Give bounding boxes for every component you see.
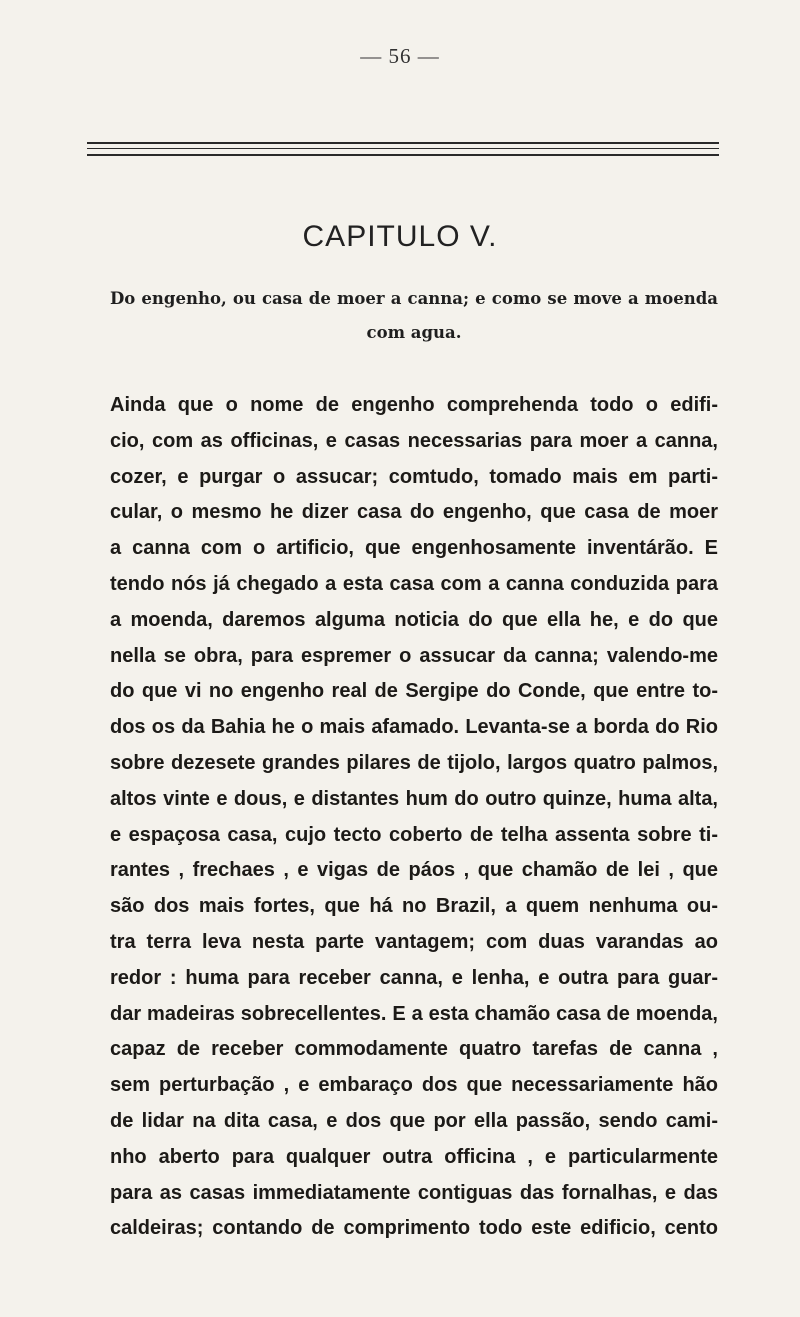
text-line: rantes , frechaes , e vigas de páos , que chamão de lei , que (110, 859, 718, 882)
body-paragraph (110, 388, 718, 1247)
header-rule (87, 142, 719, 144)
text-line: a canna com o artificio, que engenhosamente inventárão. E (110, 537, 718, 560)
text-line: a moenda, daremos alguma noticia do que ella he, e do que (110, 608, 718, 631)
text-line: de lidar na dita casa, e dos que por ella passão, sendo cami- (110, 1109, 718, 1132)
text-line: nho aberto para qualquer outra officina , e particularmente (110, 1145, 718, 1168)
text-line: cular, o mesmo he dizer casa do engenho, que casa de moer (110, 501, 718, 524)
text-line: dar madeiras sobrecellentes. E a esta chamão casa de moenda, (110, 1002, 718, 1025)
text-line: para as casas immediatamente contiguas das fornalhas, e das (110, 1181, 718, 1204)
text-line: e espaçosa casa, cujo tecto coberto de telha assenta sobre ti- (110, 823, 718, 846)
text-line: caldeiras; contando de comprimento todo este edificio, cento (110, 1217, 718, 1240)
chapter-subtitle (110, 282, 718, 350)
text-line: do que vi no engenho real de Sergipe do Conde, que entre to- (110, 680, 718, 703)
text-line: dos os da Bahia he o mais afamado. Levanta-se a borda do Rio (110, 716, 718, 739)
text-line: redor : huma para receber canna, e lenha, e outra para guar- (110, 966, 718, 989)
text-line: altos vinte e dous, e distantes hum do outro quinze, huma alta, (110, 787, 718, 810)
text-line: tendo nós já chegado a esta casa com a canna conduzida para (110, 572, 718, 595)
text-line: capaz de receber commodamente quatro tarefas de canna , (110, 1038, 718, 1061)
text-line: sem perturbação , e embaraço dos que necessariamente hão (110, 1074, 718, 1097)
text-line: cio, com as officinas, e casas necessarias para moer a canna, (110, 429, 718, 452)
header-rule (87, 154, 719, 156)
header-rule (87, 148, 719, 149)
text-line: sobre dezesete grandes pilares de tijolo, largos quatro palmos, (110, 751, 718, 774)
text-line: Ainda que o nome de engenho comprehenda todo o edifi- (110, 394, 718, 416)
page-number: — 56 — (360, 44, 440, 68)
text-line: nella se obra, para espremer o assucar da canna; valendo-me (110, 644, 718, 667)
text-line: são dos mais fortes, que há no Brazil, a quem nenhuma ou- (110, 895, 718, 918)
subtitle-line: com agua. (366, 323, 462, 342)
subtitle-line: Do engenho, ou casa de moer a canna; e como se move a moenda (110, 289, 718, 308)
text-line: tra terra leva nesta parte vantagem; com duas varandas ao (110, 930, 718, 953)
chapter-title: CAPITULO V. (302, 220, 498, 253)
text-line: cozer, e purgar o assucar; comtudo, tomado mais em parti- (110, 465, 718, 488)
